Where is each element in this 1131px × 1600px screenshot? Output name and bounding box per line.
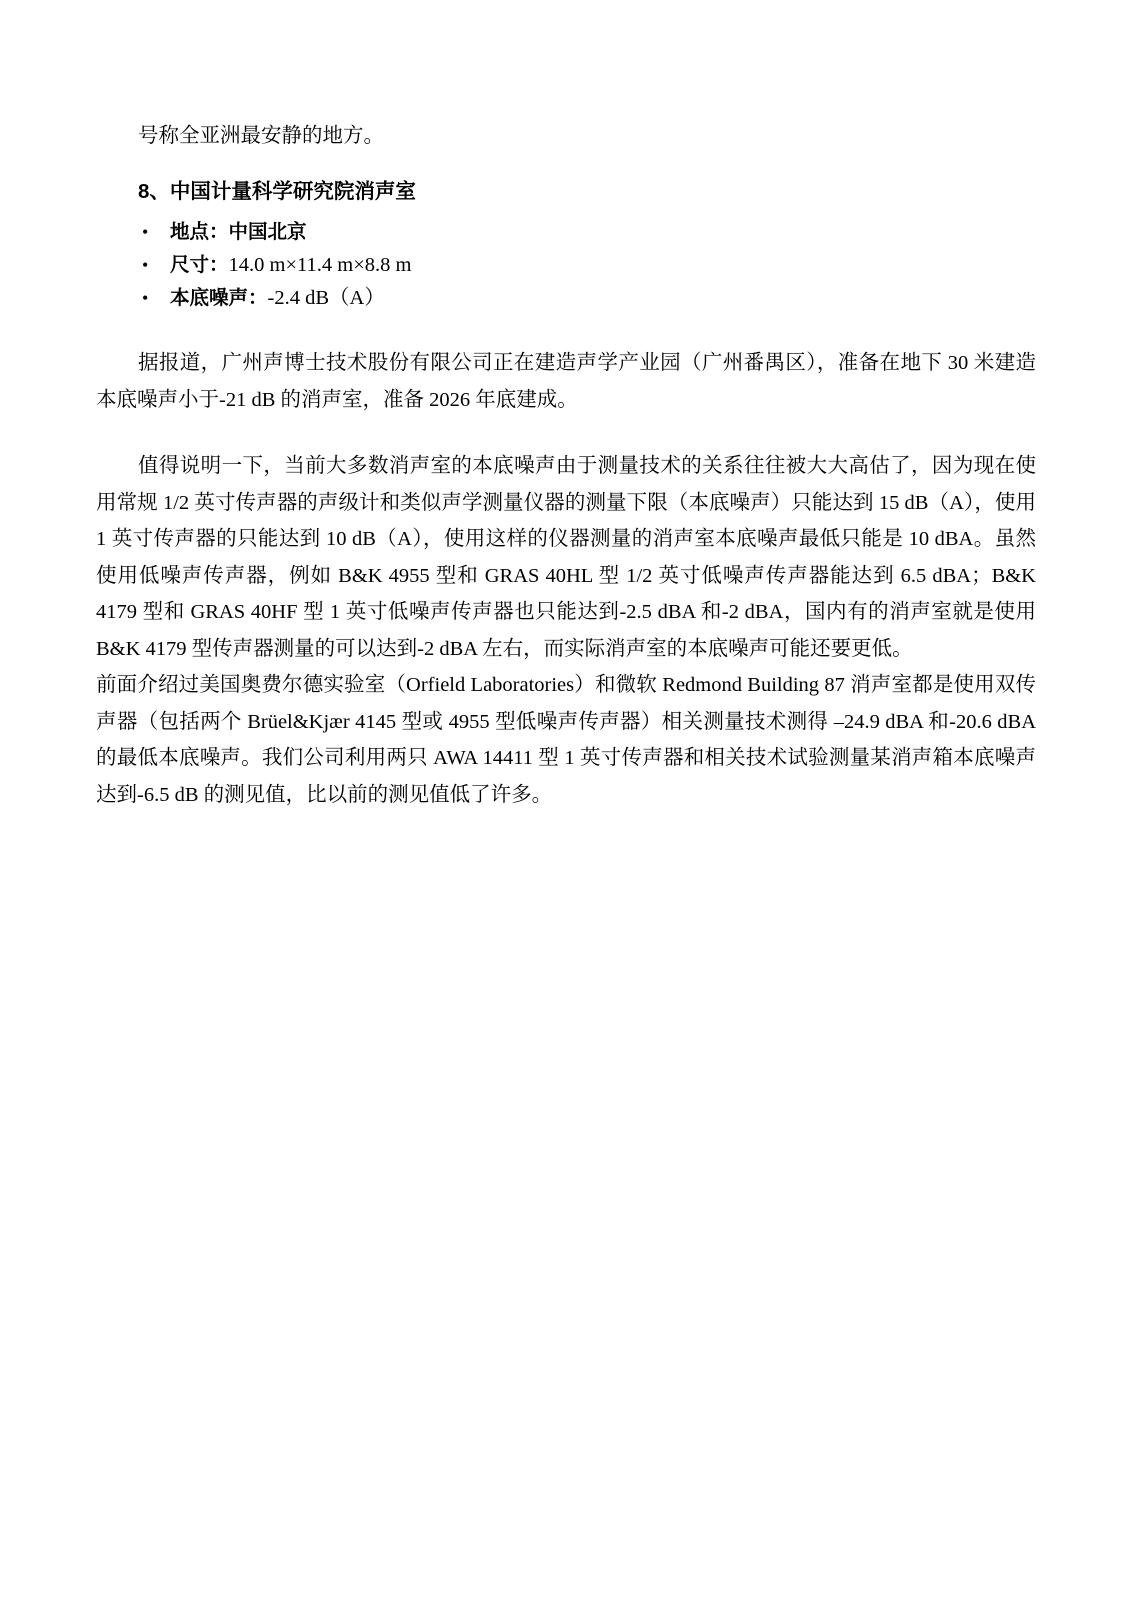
list-item xyxy=(138,282,1036,315)
section-heading: 8、中国计量科学研究院消声室 xyxy=(138,180,416,203)
spec-label: 地点： xyxy=(170,221,229,243)
paragraph-explanation: 值得说明一下，当前大多数消声室的本底噪声由于测量技术的关系往往被大大高估了，因为现在使用常规 1/2 英寸传声器的声级计和类似声学测量仪器的测量下限（本底噪声）只能达到 15 dB（A），使用 1 英寸传声器的只能达到 10 dB（A），使用这样的仪器测量的消声室本底噪声最低只能是 10 dBA。虽然使用低噪声传声器，例如 B&K 4955 型和 GRAS 40HL 型 1/2 英寸低噪声传声器能达到 6.5 dBA；B&K 4179 型和 GRAS 40HF 型 1 英寸低噪声传声器也只能达到-2.5 dBA 和-2 dBA，国内有的消声室就是使用 B&K 4179 型传声器测量的可以达到-2 dBA 左右，而实际消声室的本底噪声可能还要更低。 xyxy=(96,455,1036,660)
bullet-icon: • xyxy=(142,288,149,308)
document-content xyxy=(96,118,1036,813)
spec-value: -2.4 dB（A） xyxy=(267,287,385,309)
paragraph-report: 据报道，广州声博士技术股份有限公司正在建造声学产业园（广州番禺区），准备在地下 30 米建造本底噪声小于-21 dB 的消声室，准备 2026 年底建成。 xyxy=(96,352,1036,411)
bullet-icon: • xyxy=(142,222,149,242)
spec-value: 14.0 m×11.4 m×8.8 m xyxy=(228,254,412,276)
spec-label: 本底噪声： xyxy=(170,287,268,309)
paragraph-reference: 前面介绍过美国奥费尔德实验室（Orfield Laboratories）和微软 Redmond Building 87 消声室都是使用双传声器（包括两个 Brüel&Kjær 4145 型或 4955 型低噪声传声器）相关测量技术测得 –24.9 dBA 和-20.6 dBA 的最低本底噪声。我们公司利用两只 AWA 14411 型 1 英寸传声器和相关技术试验测量某消声箱本底噪声达到-6.5 dB 的测见值，比以前的测见值低了许多。 xyxy=(96,674,1036,806)
spec-label: 尺寸： xyxy=(170,254,229,276)
continued-text-line: 号称全亚洲最安静的地方。 xyxy=(138,125,384,147)
spacer xyxy=(96,315,1036,345)
spec-value: 中国北京 xyxy=(228,221,307,243)
list-item xyxy=(138,216,1036,249)
bullet-icon: • xyxy=(142,255,149,275)
list-item xyxy=(138,249,1036,282)
spacer xyxy=(96,418,1036,448)
spec-list xyxy=(96,216,1036,315)
